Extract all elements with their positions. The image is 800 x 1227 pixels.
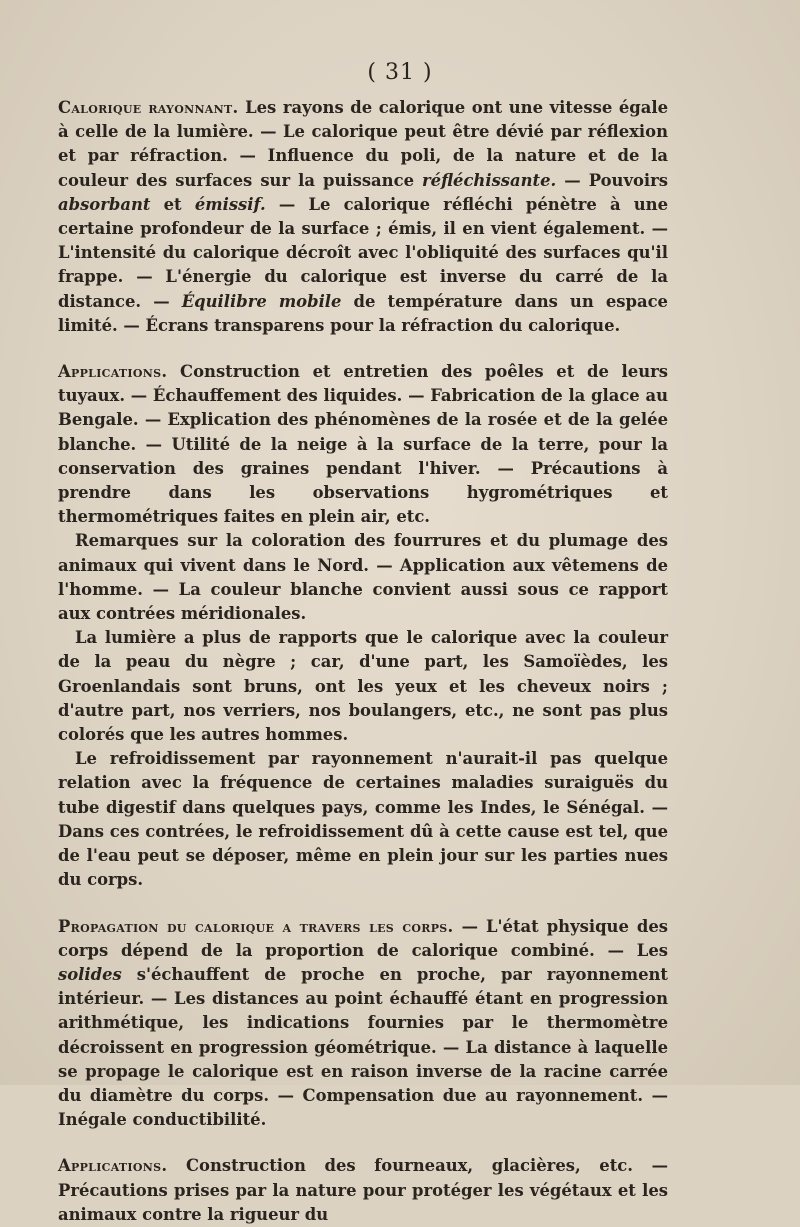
paragraph [58, 915, 668, 1133]
text-segment: Construction des fourneaux, glacières, etc. — Précautions prises par la nature pour protéger les végétaux et les animaux contre la rigueur du [58, 1156, 668, 1224]
italic-term: réfléchissante. [422, 170, 557, 190]
text-segment: Construction et entretien des poêles et de leurs tuyaux. — Échauffement des liquides. — Fabrication de la glace au Bengale. — Explication des phénomènes de la rosée et de la gelée blanche. — Utilité de la neige à la surface de la terre, pour la conservation des graines pendant l'hiver. — Précautions à prendre dans les observations hygrométriques et thermométriques faites en plein air, etc. [58, 362, 668, 527]
body-text [58, 96, 668, 1227]
text-segment: s'échauffent de proche en proche, par rayonnement intérieur. — Les distances au point échauffé étant en progression arithmétique, les indications fournies par le thermomètre décroissent en progression géométrique. — La distance à laquelle se propage le calorique est en raison inverse de la racine carrée du diamètre du corps. — Compensation due au rayonnement. — Inégale conductibilité. [58, 964, 668, 1130]
italic-term: Équilibre mobile [181, 291, 342, 311]
page-number: ( 31 ) [367, 60, 433, 85]
italic-term: émissif. [194, 194, 266, 214]
text-segment: — Pouvoirs [556, 170, 668, 190]
section-heading: Applications. [58, 362, 168, 382]
paragraph [58, 96, 668, 338]
paragraph [58, 747, 668, 892]
text-segment: Les rayons de calorique ont une vitesse égale à celle de la lumière. — Le calorique peut être dévié par réflexion et par réfraction. — Influence du poli, de la nature et de la couleur des surfaces sur la puissance [58, 98, 668, 190]
text-segment: et [150, 194, 195, 214]
text-segment: — L'état physique des corps dépend de la proportion de calorique combiné. — Les [58, 916, 669, 960]
paragraph [58, 529, 668, 626]
italic-term: absorbant [58, 194, 151, 214]
section-heading: Propagation du calorique a travers les corps. [58, 916, 454, 936]
text-segment: de température dans un espace limité. — Écrans transparens pour la réfraction du calorique. [58, 291, 668, 335]
paragraph [58, 360, 668, 529]
text-segment: — Le calorique réfléchi pénètre à une certaine profondeur de la surface ; émis, il en vient également. — L'intensité du calorique décroît avec l'obliquité des surfaces qu'il frappe. — L'énergie du calorique est inverse du carré de la distance. — [58, 194, 669, 311]
text-segment: Le refroidissement par rayonnement n'aurait-il pas quelque relation avec la fréquence de certaines maladies suraiguës du tube digestif dans quelques pays, comme les Indes, le Sénégal. — Dans ces contrées, le refroidissement dû à cette cause est tel, que de l'eau peut se déposer, même en plein jour sur les parties nues du corps. [58, 749, 668, 890]
paragraph [58, 1154, 668, 1227]
italic-term: solides [58, 964, 122, 984]
text-segment: Remarques sur la coloration des fourrures et du plumage des animaux qui vivent dans le Nord. — Application aux vêtemens de l'homme. — La couleur blanche convient aussi sous ce rapport aux contrées méridionales. [58, 531, 668, 624]
section-heading: Calorique rayonnant. [58, 98, 239, 117]
paragraph [58, 626, 668, 747]
text-segment: La lumière a plus de rapports que le calorique avec la couleur de la peau du nègre ; car, d'une part, les Samoïèdes, les Groenlandais sont bruns, ont les yeux et les cheveux noirs ; d'autre part, nos verriers, nos boulangers, etc., ne sont pas plus colorés que les autres hommes. [58, 628, 668, 745]
section-heading: Applications. [58, 1156, 168, 1176]
